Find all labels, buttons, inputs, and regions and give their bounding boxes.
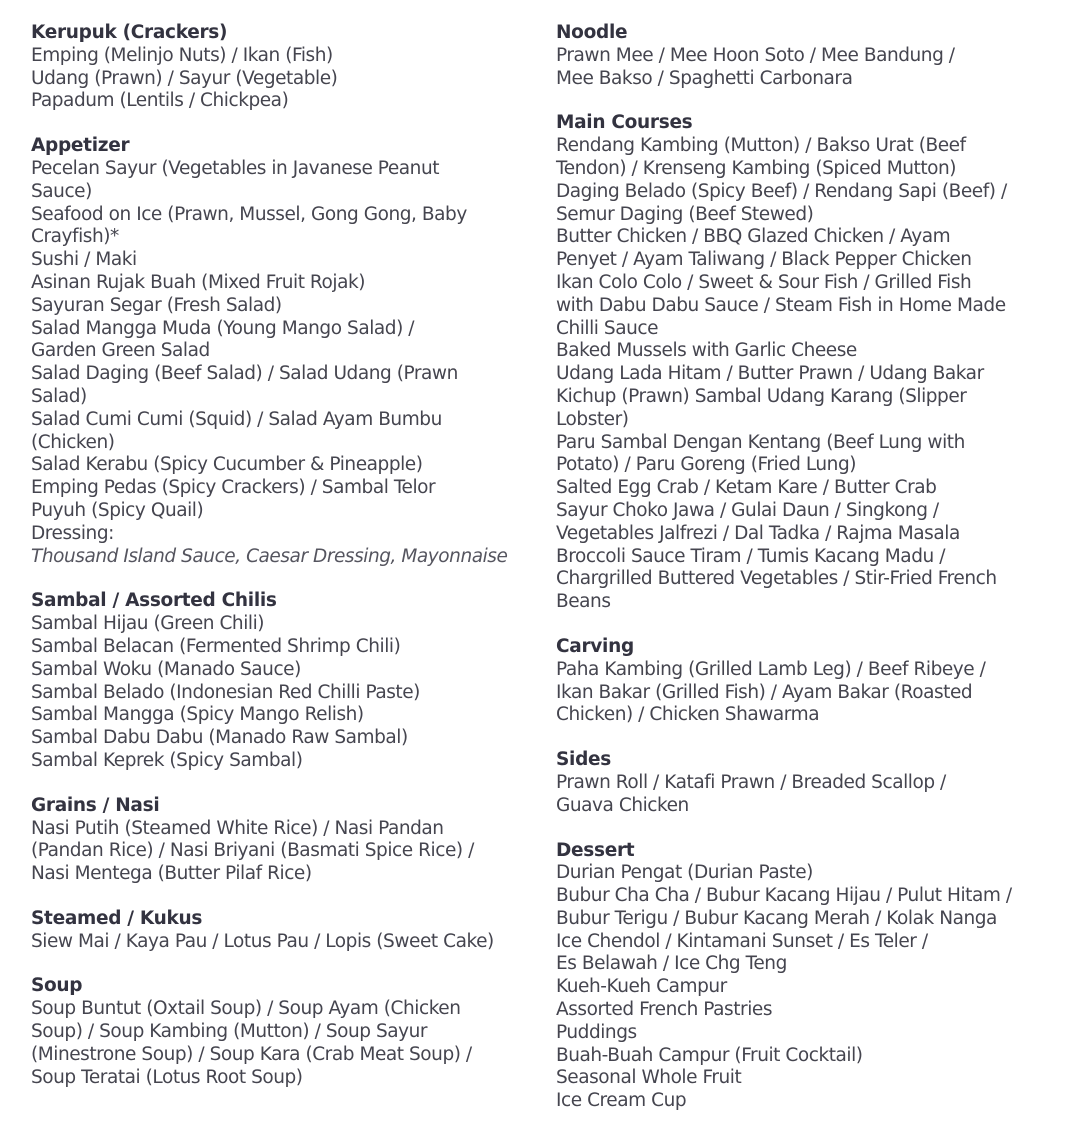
menu-right-column: [556, 22, 1056, 1135]
menu-item-line: Paha Kambing (Grilled Lamb Leg) / Beef Ribeye /: [556, 658, 986, 680]
menu-item-line: Ikan Bakar (Grilled Fish) / Ayam Bakar (Roasted: [556, 681, 973, 703]
menu-item-line: Daging Belado (Spicy Beef) / Rendang Sapi (Beef) /: [556, 180, 1007, 202]
menu-item-line: Sushi / Maki: [31, 249, 137, 271]
menu-item-line: Puddings: [556, 1021, 637, 1043]
menu-item-line: Nasi Mentega (Butter Pilaf Rice): [31, 863, 312, 885]
menu-item-line: Sambal Belacan (Fermented Shrimp Chili): [31, 635, 401, 657]
menu-section-sides: [556, 749, 1056, 817]
menu-section-carving: [556, 636, 1056, 727]
section-title: Noodle: [556, 22, 628, 43]
menu-item-line: Durian Pengat (Durian Paste): [556, 862, 813, 884]
menu-section-grains-nasi: [31, 795, 531, 886]
menu-item-line: Papadum (Lentils / Chickpea): [31, 90, 289, 112]
section-title: Carving: [556, 635, 634, 657]
menu-item-line: Salad Daging (Beef Salad) / Salad Udang (Prawn: [31, 363, 458, 385]
menu-item-line: Ikan Colo Colo / Sweet & Sour Fish / Grilled Fish: [556, 271, 972, 293]
menu-item-line: Rendang Kambing (Mutton) / Bakso Urat (Beef: [556, 135, 966, 157]
section-title: Sambal / Assorted Chilis: [31, 590, 277, 612]
menu-item-line: Salad): [31, 385, 87, 407]
menu-item-line: Crayfish)*: [31, 226, 119, 248]
buffet-menu: [31, 22, 1071, 1122]
menu-section-noodle: [556, 22, 1056, 90]
section-title: Soup: [31, 975, 83, 997]
menu-item-line: Baked Mussels with Garlic Cheese: [556, 340, 857, 362]
menu-item-line: Udang (Prawn) / Sayur (Vegetable): [31, 67, 338, 89]
menu-item-line: Tendon) / Krenseng Kambing (Spiced Mutton): [556, 157, 957, 179]
menu-item-line: Potato) / Paru Goreng (Fried Lung): [556, 454, 857, 476]
menu-section-kerupuk-crackers: [31, 22, 531, 113]
menu-item-line: Vegetables Jalfrezi / Dal Tadka / Rajma Masala: [556, 522, 960, 544]
menu-item-line: Pecelan Sayur (Vegetables in Javanese Peanut: [31, 157, 440, 179]
menu-left-column: [31, 22, 531, 1111]
menu-section-dessert: [556, 840, 1056, 1114]
menu-item-line: Buah-Buah Campur (Fruit Cocktail): [556, 1044, 863, 1066]
menu-item-line: Guava Chicken: [556, 794, 689, 816]
menu-item-line: Sambal Belado (Indonesian Red Chilli Paste): [31, 681, 420, 703]
menu-item-line: Mee Bakso / Spaghetti Carbonara: [556, 67, 853, 89]
menu-item-line: Es Belawah / Ice Chg Teng: [556, 953, 787, 975]
menu-item-line: Paru Sambal Dengan Kentang (Beef Lung with: [556, 431, 965, 453]
menu-item-line: Asinan Rujak Buah (Mixed Fruit Rojak): [31, 271, 365, 293]
menu-item-line: Bubur Terigu / Bubur Kacang Merah / Kolak Nanga: [556, 907, 997, 929]
section-title: Kerupuk (Crackers): [31, 22, 228, 43]
menu-section-main-courses: [556, 112, 1056, 614]
menu-item-line: Sambal Keprek (Spicy Sambal): [31, 749, 303, 771]
menu-item-line: Penyet / Ayam Taliwang / Black Pepper Chicken: [556, 249, 972, 271]
menu-item-line: Puyuh (Spicy Quail): [31, 499, 204, 521]
menu-item-line: Seafood on Ice (Prawn, Mussel, Gong Gong, Baby: [31, 203, 467, 225]
menu-item-line: (Minestrone Soup) / Soup Kara (Crab Meat Soup) /: [31, 1043, 472, 1065]
section-title: Sides: [556, 749, 611, 771]
menu-item-line: Kueh-Kueh Campur: [556, 976, 727, 998]
menu-item-line: Kichup (Prawn) Sambal Udang Karang (Slipper: [556, 385, 967, 407]
menu-item-line: Sauce): [31, 180, 92, 202]
menu-item-line: Beans: [556, 591, 611, 613]
menu-item-line: Sayur Choko Jawa / Gulai Daun / Singkong /: [556, 499, 939, 521]
menu-item-line: Sambal Dabu Dabu (Manado Raw Sambal): [31, 727, 408, 749]
menu-item-line: Assorted French Pastries: [556, 999, 773, 1021]
menu-item-line: Sambal Mangga (Spicy Mango Relish): [31, 704, 364, 726]
menu-item-line: Sambal Hijau (Green Chili): [31, 613, 265, 635]
menu-section-appetizer: [31, 135, 531, 568]
menu-item-line: Bubur Cha Cha / Bubur Kacang Hijau / Pulut Hitam /: [556, 885, 1012, 907]
menu-section-sambal-assorted-chilis: [31, 590, 531, 772]
menu-item-line: Prawn Mee / Mee Hoon Soto / Mee Bandung /: [556, 44, 955, 66]
menu-item-line: Emping Pedas (Spicy Crackers) / Sambal Telor: [31, 477, 436, 499]
menu-item-line: Sayuran Segar (Fresh Salad): [31, 294, 282, 316]
menu-item-line: Garden Green Salad: [31, 340, 210, 362]
menu-item-line: Salad Kerabu (Spicy Cucumber & Pineapple): [31, 454, 423, 476]
dressing-options: Thousand Island Sauce, Caesar Dressing, Mayonnaise: [31, 545, 508, 567]
section-title: Grains / Nasi: [31, 794, 160, 816]
menu-item-line: Soup) / Soup Kambing (Mutton) / Soup Sayur: [31, 1021, 428, 1043]
menu-item-line: (Chicken): [31, 431, 115, 453]
menu-item-line: Udang Lada Hitam / Butter Prawn / Udang Bakar: [556, 363, 984, 385]
section-title: Dessert: [556, 839, 635, 861]
menu-item-line: Soup Buntut (Oxtail Soup) / Soup Ayam (Chicken: [31, 998, 461, 1020]
menu-item-line: Prawn Roll / Katafi Prawn / Breaded Scallop /: [556, 771, 946, 793]
menu-item-line: Ice Cream Cup: [556, 1090, 687, 1112]
menu-item-line: Dressing:: [31, 522, 114, 544]
section-title: Steamed / Kukus: [31, 907, 203, 929]
menu-item-line: Emping (Melinjo Nuts) / Ikan (Fish): [31, 44, 333, 66]
section-title: Main Courses: [556, 112, 693, 134]
menu-item-line: Chilli Sauce: [556, 317, 659, 339]
menu-item-line: Salted Egg Crab / Ketam Kare / Butter Crab: [556, 477, 937, 499]
menu-section-steamed-kukus: [31, 908, 531, 954]
menu-item-line: (Pandan Rice) / Nasi Briyani (Basmati Spice Rice) /: [31, 840, 474, 862]
menu-item-line: Soup Teratai (Lotus Root Soup): [31, 1066, 303, 1088]
section-title: Appetizer: [31, 135, 130, 157]
menu-item-line: Salad Mangga Muda (Young Mango Salad) /: [31, 317, 415, 339]
menu-item-line: Seasonal Whole Fruit: [556, 1067, 742, 1089]
menu-item-line: Lobster): [556, 408, 629, 430]
menu-item-line: Broccoli Sauce Tiram / Tumis Kacang Madu /: [556, 545, 945, 567]
menu-section-soup: [31, 975, 531, 1089]
menu-item-line: Salad Cumi Cumi (Squid) / Salad Ayam Bumbu: [31, 408, 442, 430]
menu-item-line: Ice Chendol / Kintamani Sunset / Es Teler /: [556, 930, 928, 952]
menu-item-line: Butter Chicken / BBQ Glazed Chicken / Ayam: [556, 226, 951, 248]
menu-item-line: Chargrilled Buttered Vegetables / Stir-Fried French: [556, 568, 997, 590]
menu-item-line: with Dabu Dabu Sauce / Steam Fish in Home Made: [556, 294, 1006, 316]
menu-item-line: Siew Mai / Kaya Pau / Lotus Pau / Lopis (Sweet Cake): [31, 930, 494, 952]
menu-item-line: Chicken) / Chicken Shawarma: [556, 704, 820, 726]
menu-item-line: Nasi Putih (Steamed White Rice) / Nasi Pandan: [31, 817, 444, 839]
menu-item-line: Semur Daging (Beef Stewed): [556, 203, 814, 225]
menu-item-line: Sambal Woku (Manado Sauce): [31, 658, 301, 680]
